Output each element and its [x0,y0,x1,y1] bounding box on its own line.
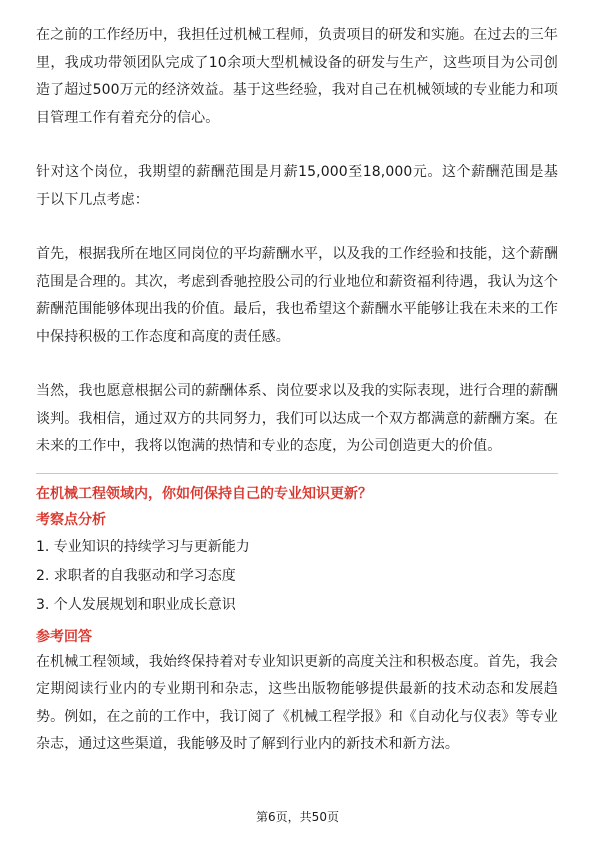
paragraph-salary-expectation: 针对这个岗位，我期望的薪酬范围是月薪15,000至18,000元。这个薪酬范围是基于以下几点考虑： [36,164,558,208]
analysis-title: 考察点分析 [36,511,106,528]
page-number: 第6页，共50页 [256,810,339,824]
paragraph-salary-negotiation: 当然，我也愿意根据公司的薪酬体系、岗位要求以及我的实际表现，进行合理的薪酬谈判。我相信，通过双方的共同努力，我们可以达成一个双方都满意的薪酬方案。在未来的工作中，我将以饱满的热情和专业的态度，为公司创造更大的价值。 [36,383,558,454]
analysis-list [36,534,558,619]
interview-question: 在机械工程领域内，你如何保持自己的专业知识更新？ [36,485,372,502]
list-item: 1. 专业知识的持续学习与更新能力 [36,538,250,555]
list-item: 2. 求职者的自我驱动和学习态度 [36,567,236,584]
paragraph-salary-reasons: 首先，根据我所在地区同岗位的平均薪酬水平，以及我的工作经验和技能，这个薪酬范围是合理的。其次，考虑到香驰控股公司的行业地位和薪资福利待遇，我认为这个薪酬范围能够体现出我的价值。最后，我也希望这个薪酬水平能够让我在未来的工作中保持积极的工作态度和高度的责任感。 [36,246,558,345]
document-page [36,22,558,759]
answer-title: 参考回答 [36,628,92,645]
answer-text: 在机械工程领域，我始终保持着对专业知识更新的高度关注和积极态度。首先，我会定期阅读行业内的专业期刊和杂志，这些出版物能够提供最新的技术动态和发展趋势。例如，在之前的工作中，我订阅了《机械工程学报》和《自动化与仪表》等专业杂志，通过这些渠道，我能够及时了解到行业内的新技术和新方法。 [36,653,558,752]
paragraph-work-experience: 在之前的工作经历中，我担任过机械工程师，负责项目的研发和实施。在过去的三年里，我成功带领团队完成了10余项大型机械设备的研发与生产，这些项目为公司创造了超过500万元的经济效益。基于这些经验，我对自己在机械领域的专业能力和项目管理工作有着充分的信心。 [36,27,558,126]
list-item: 3. 个人发展规划和职业成长意识 [36,596,236,613]
section-divider [36,473,558,474]
